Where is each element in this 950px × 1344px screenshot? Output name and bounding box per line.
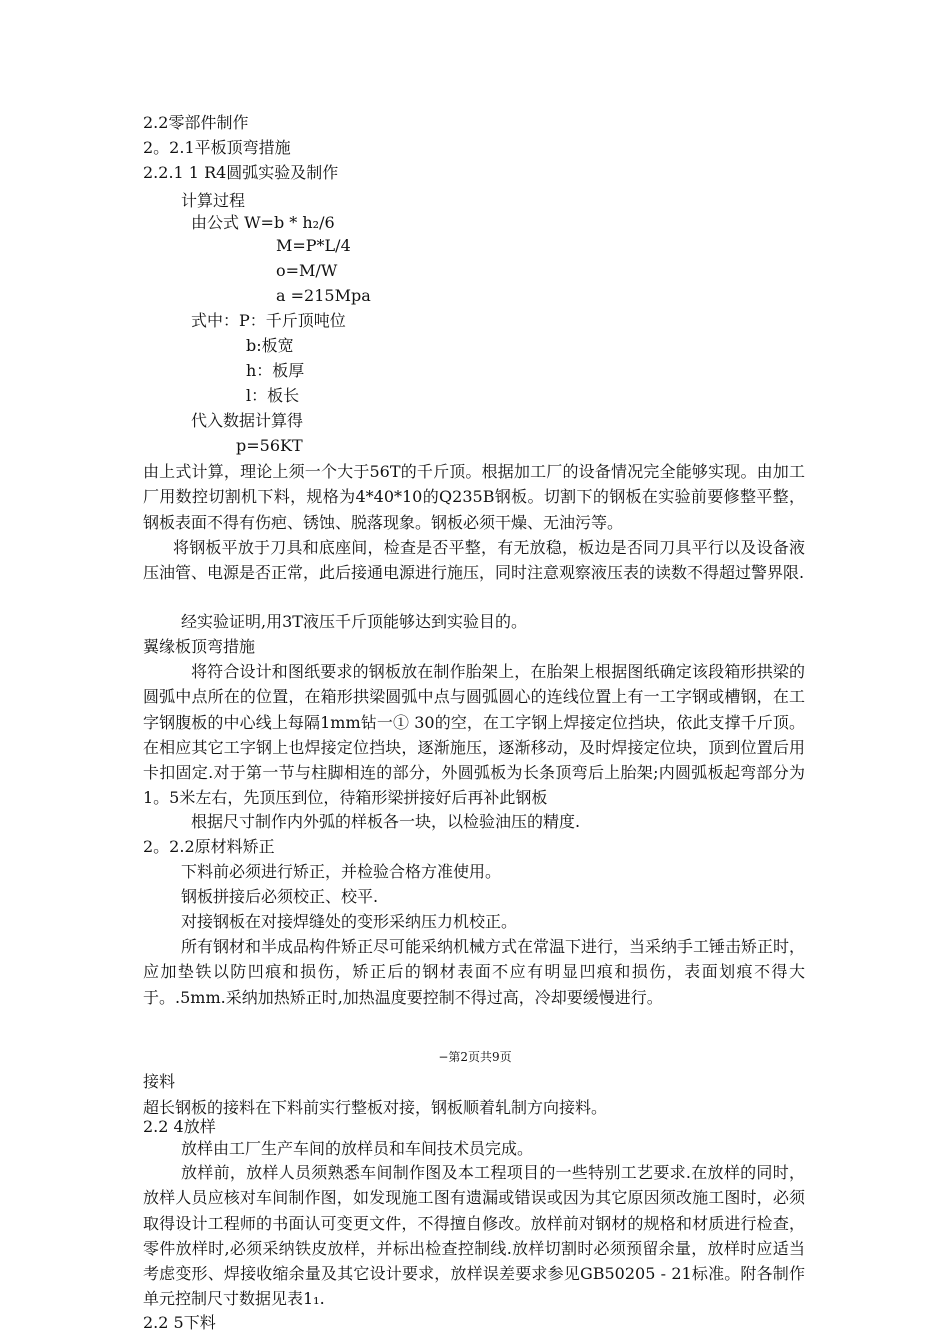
heading-2-2-1-1: 2.2.1 1 R4圆弧实验及制作	[143, 163, 339, 182]
calc-title: 计算过程	[181, 191, 246, 210]
substitute-label: 代入数据计算得	[191, 411, 304, 430]
paragraph: 超长钢板的接料在下料前实行整板对接，钢板顺着轧制方向接料。	[143, 1098, 608, 1117]
calc-result: p=56KT	[236, 436, 303, 455]
paragraph: 将符合设计和图纸要求的钢板放在制作胎架上，在胎架上根据图纸确定该段箱形拱梁的圆弧中点所在的位置，在箱形拱梁圆弧中点与圆弧圆心的连线位置上有一工字钢或槽钢，在工字钢腹板的中心线上每隔1mm钻一① 30的空，在工字钢上焊接定位挡块，依此支撑千斤顶。在相应其它工字钢上也焊接定位挡块，逐渐施压，逐渐移动，及时焊接定位块，顶到位置后用卡扣固定.对于第一节与柱脚相连的部分，外圆弧板为长条顶弯后上胎架;内圆弧板起弯部分为1。5米左右，先顶压到位，待箱形梁拼接好后再补此钢板	[143, 662, 805, 808]
heading-2-2: 2.2零部件制作	[143, 113, 249, 132]
formula-line: M=P*L/4	[276, 236, 351, 255]
formula-line: 由公式 W=b * h₂/6	[191, 213, 335, 232]
formula-line: o=M/W	[276, 261, 338, 280]
paragraph: 下料前必须进行矫正，并检验合格方准使用。	[181, 862, 502, 881]
paragraph: 根据尺寸制作内外弧的样板各一块，以检验油压的精度.	[191, 812, 581, 831]
heading-2-2-5: 2.2 5下料	[143, 1313, 216, 1332]
paragraph: 对接钢板在对接焊缝处的变形采纳压力机校正。	[181, 912, 518, 931]
heading-wing-plate: 翼缘板顶弯措施	[143, 637, 256, 656]
heading-2-2-1: 2。2.1平板顶弯措施	[143, 138, 291, 157]
paragraph: 放样前，放样人员须熟悉车间制作图及本工程项目的一些特别工艺要求.在放样的同时，放样人员应核对车间制作图，如发现施工图有遗漏或错误或因为其它原因须改施工图时，必须取得设计工程师的书面认可变更文件，不得擅自修改。放样前对钢材的规格和材质进行检查，零件放样时,必须采纳铁皮放样，并标出检查控制线.放样切割时必须预留余量，放样时应适当考虑变形、焊接收缩余量及其它设计要求，放样误差要求参见GB50205 - 21标准。附各制作单元控制尺寸数据见表1₁.	[143, 1163, 805, 1309]
paragraph: 钢板拼接后必须校正、校平.	[181, 887, 379, 906]
variable-definition: b:板宽	[246, 336, 294, 355]
paragraph: 放样由工厂生产车间的放样员和车间技术员完成。	[181, 1139, 534, 1158]
paragraph: 将钢板平放于刀具和底座间，检查是否平整，有无放稳，板边是否同刀具平行以及设备液压油管、电源是否正常，此后接通电源进行施压，同时注意观察液压表的读数不得超过警界限.	[143, 538, 805, 583]
variable-definition: h：板厚	[246, 361, 305, 380]
formula-line: a =215Mpa	[276, 286, 371, 305]
heading-splice: 接料	[143, 1072, 176, 1091]
paragraph: 所有钢材和半成品构件矫正尽可能采纳机械方式在常温下进行，当采纳手工锤击矫正时，应加垫铁以防凹痕和损伤，矫正后的钢材表面不应有明显凹痕和损伤，表面划痕不得大于。.5mm.采纳加热矫正时,加热温度要控制不得过高，冷却要缓慢进行。	[143, 937, 806, 1007]
paragraph: 经实验证明,用3T液压千斤顶能够达到实验目的。	[181, 612, 527, 631]
paragraph: 由上式计算，理论上须一个大于56T的千斤顶。根据加工厂的设备情况完全能够实现。由加工厂用数控切割机下料，规格为4*40*10的Q235B钢板。切割下的钢板在实验前要修整平整，钢板表面不得有伤疤、锈蚀、脱落现象。钢板必须干燥、无油污等。	[143, 462, 805, 532]
heading-2-2-2: 2。2.2原材料矫正	[143, 837, 275, 856]
variable-definition: 式中：P：千斤顶吨位	[191, 311, 346, 330]
page-footer: −第2页共9页	[438, 1050, 512, 1064]
heading-2-2-4: 2.2 4放样	[143, 1117, 216, 1136]
variable-definition: l：板长	[246, 386, 300, 405]
